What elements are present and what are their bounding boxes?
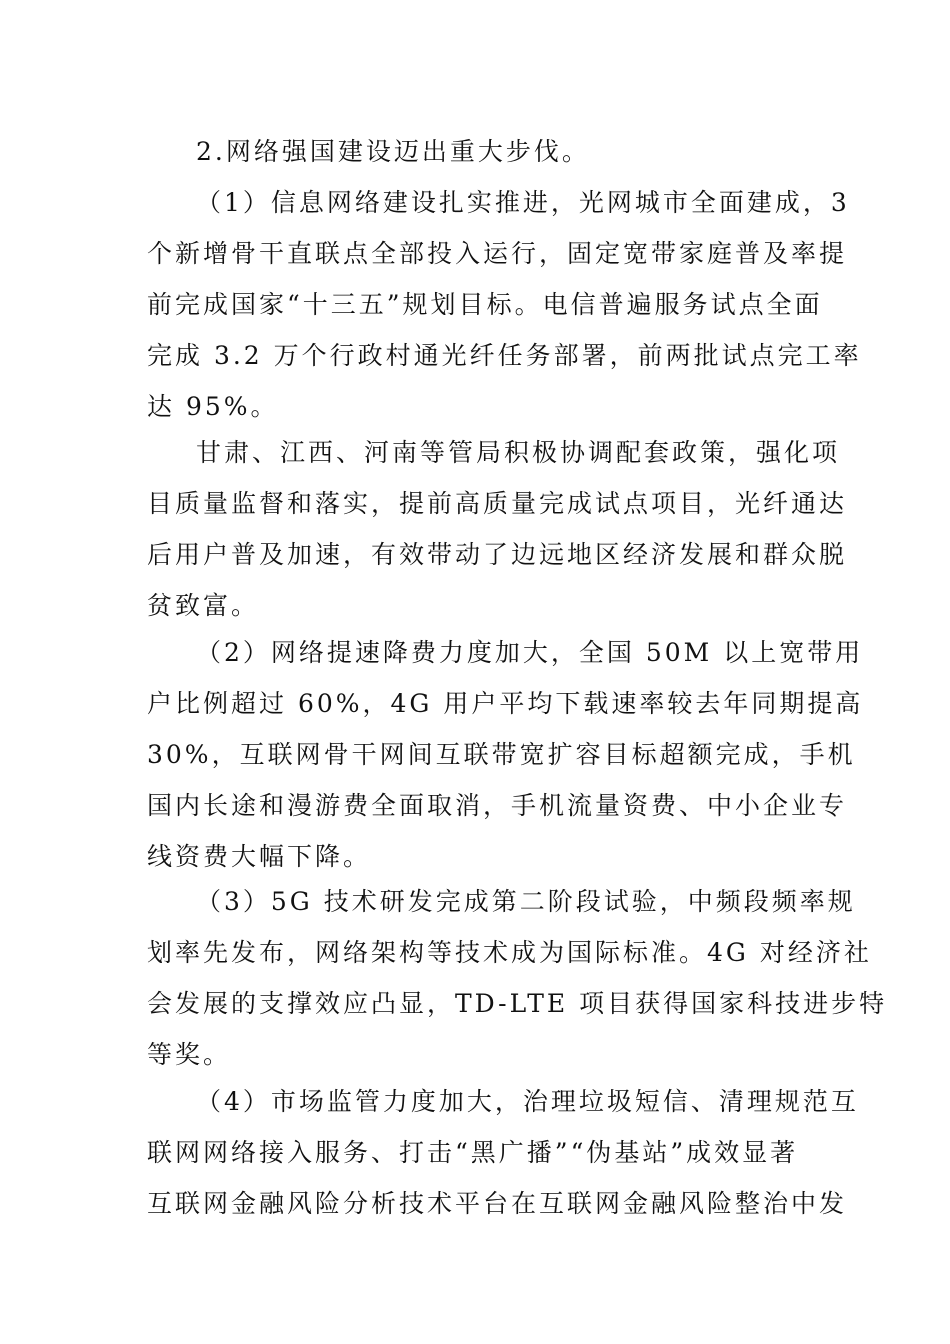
paragraph-1 <box>147 177 862 432</box>
text-line: 贫致富。 <box>147 591 260 620</box>
text-line: （3）5G 技术研发完成第二阶段试验，中频段频率规 <box>196 887 856 916</box>
text-line: （2）网络提速降费力度加大，全国 50M 以上宽带用 <box>196 638 864 667</box>
text-line: 联网网络接入服务、打击“黑广播”“伪基站”成效显著 <box>147 1138 799 1167</box>
text-line: 30%，互联网骨干网间互联带宽扩容目标超额完成，手机 <box>147 740 856 769</box>
text-line: 2.网络强国建设迈出重大步伐。 <box>196 137 590 166</box>
text-line: 等奖。 <box>147 1040 232 1069</box>
text-line: 划率先发布，网络架构等技术成为国际标准。4G 对经济社 <box>147 938 872 967</box>
text-line: （1）信息网络建设扎实推进，光网城市全面建成，3 <box>196 188 850 217</box>
text-line: 线资费大幅下降。 <box>147 842 372 871</box>
paragraph-4 <box>147 876 887 1080</box>
paragraph-5 <box>147 1076 859 1229</box>
text-line: 后用户普及加速，有效带动了边远地区经济发展和群众脱 <box>147 540 848 569</box>
text-line: 甘肃、江西、河南等管局积极协调配套政策，强化项 <box>196 438 841 467</box>
text-line: （4）市场监管力度加大，治理垃圾短信、清理规范互 <box>196 1087 859 1116</box>
text-line: 国内长途和漫游费全面取消，手机流量资费、中小企业专 <box>147 791 848 820</box>
section-heading <box>196 126 590 177</box>
text-line: 会发展的支撑效应凸显，TD-LTE 项目获得国家科技进步特 <box>147 989 888 1018</box>
text-line: 互联网金融风险分析技术平台在互联网金融风险整治中发 <box>147 1189 848 1218</box>
text-line: 个新增骨干直联点全部投入运行，固定宽带家庭普及率提 <box>147 239 848 268</box>
text-line: 完成 3.2 万个行政村通光纤任务部署，前两批试点完工率 <box>147 341 862 370</box>
text-line: 前完成国家“十三五”规划目标。电信普遍服务试点全面 <box>147 290 823 319</box>
text-line: 户比例超过 60%，4G 用户平均下载速率较去年同期提高 <box>147 689 864 718</box>
paragraph-2 <box>147 427 847 631</box>
paragraph-3 <box>147 627 863 882</box>
text-line: 目质量监督和落实，提前高质量完成试点项目，光纤通达 <box>147 489 848 518</box>
text-line: 达 95%。 <box>147 392 279 421</box>
